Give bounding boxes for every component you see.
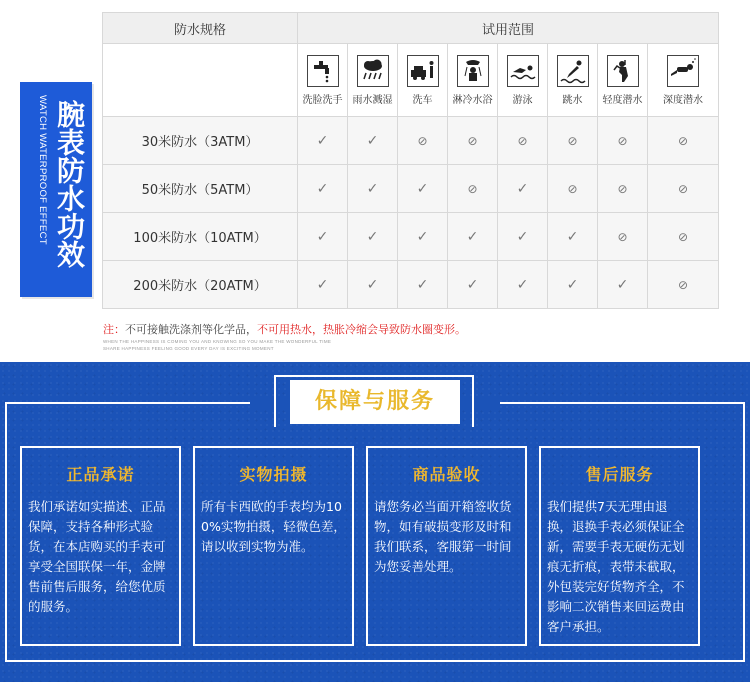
mark: ⊘ bbox=[617, 133, 628, 148]
mark: ✓ bbox=[366, 132, 379, 149]
mark: ✓ bbox=[316, 132, 329, 149]
tiny-caption bbox=[103, 338, 331, 352]
note-normal: 不可接触洗涤剂等化学品， bbox=[125, 323, 257, 336]
card-body: 我们承诺如实描述、正品保障，支持各种形式验货，在本店购买的手表可享受全国联保一年，金牌售前售后服务，给您优质的服务。 bbox=[28, 499, 166, 614]
mark: ⊘ bbox=[617, 229, 628, 244]
card-body: 我们提供7天无理由退换，退换手表必须保证全新，需要手表无硬伤无划痕无折痕，表带未截取，外包装完好货物齐全，不影响二次销售来回运费由客户承担。 bbox=[547, 499, 685, 634]
empty-cell bbox=[103, 44, 298, 117]
mark: ✓ bbox=[566, 276, 579, 293]
spec-cell: 100米防水（10ATM） bbox=[103, 213, 298, 261]
scenario-label: 轻度潜水 bbox=[602, 94, 643, 106]
card-title: 正品承诺 bbox=[66, 465, 135, 484]
mark: ✓ bbox=[516, 180, 529, 197]
scenario-cell bbox=[548, 44, 598, 117]
table-row bbox=[103, 213, 719, 261]
mark: ✓ bbox=[316, 180, 329, 197]
mark: ✓ bbox=[416, 180, 429, 197]
card-body: 所有卡西欧的手表均为100%实物拍摄，轻微色差，请以收到实物为准。 bbox=[201, 499, 346, 554]
service-section bbox=[0, 362, 750, 682]
scenario-cell bbox=[598, 44, 648, 117]
mark: ✓ bbox=[416, 276, 429, 293]
mark: ⊘ bbox=[567, 133, 578, 148]
note-prefix: 注： bbox=[103, 323, 125, 336]
mark: ✓ bbox=[366, 276, 379, 293]
table-row bbox=[103, 117, 719, 165]
scenario-cell bbox=[498, 44, 548, 117]
scenario-label: 雨水溅湿 bbox=[352, 94, 393, 106]
card-body: 请您务必当面开箱签收货物，如有破损变形及时和我们联系，客服第一时间为您妥善处理。 bbox=[374, 499, 512, 574]
mark: ⊘ bbox=[467, 181, 478, 196]
table-row bbox=[103, 165, 719, 213]
mark: ✓ bbox=[416, 228, 429, 245]
scenario-label: 游泳 bbox=[512, 94, 533, 106]
mark: ⊘ bbox=[617, 181, 628, 196]
rain-cloud-icon bbox=[357, 55, 389, 87]
mark: ⊘ bbox=[517, 133, 528, 148]
note-emphasis: 不可用热水，热胀冷缩会导致防水圈变形。 bbox=[257, 323, 466, 336]
mark: ✓ bbox=[516, 276, 529, 293]
side-label-en: WATCH WATERPROOF EFFECT bbox=[37, 95, 48, 245]
waterproof-table bbox=[102, 12, 719, 309]
swimmer-icon bbox=[507, 55, 539, 87]
header-scope: 试用范围 bbox=[298, 13, 719, 44]
table-header-row bbox=[103, 13, 719, 44]
mark: ⊘ bbox=[677, 229, 689, 244]
scenario-cell bbox=[398, 44, 448, 117]
snorkel-icon bbox=[607, 55, 639, 87]
card-genuine bbox=[20, 446, 181, 646]
service-title: 保障与服务 bbox=[314, 389, 435, 414]
faucet-icon bbox=[307, 55, 339, 87]
scenario-cell bbox=[648, 44, 719, 117]
card-title: 售后服务 bbox=[585, 465, 654, 484]
mark: ✓ bbox=[566, 228, 579, 245]
scenario-cell bbox=[348, 44, 398, 117]
scenario-cell bbox=[298, 44, 348, 117]
scenario-cell bbox=[448, 44, 498, 117]
mark: ⊘ bbox=[567, 181, 578, 196]
side-label-cn: 腕表防水功效 bbox=[53, 100, 86, 268]
mark: ✓ bbox=[616, 276, 629, 293]
scuba-icon bbox=[667, 55, 699, 87]
mark: ⊘ bbox=[677, 133, 689, 148]
mark: ⊘ bbox=[677, 277, 689, 292]
warning-note bbox=[103, 321, 466, 337]
mark: ✓ bbox=[366, 228, 379, 245]
mark: ⊘ bbox=[417, 133, 428, 148]
diver-jump-icon bbox=[557, 55, 589, 87]
spec-cell: 50米防水（5ATM） bbox=[103, 165, 298, 213]
car-wash-icon bbox=[407, 55, 439, 87]
title-box bbox=[290, 380, 460, 424]
tiny-line: SHARE HAPPINESS FEELING GOOD EVERY DAY IS EXCITING MOMENT bbox=[103, 346, 274, 351]
card-inspection bbox=[366, 446, 527, 646]
scenario-label: 洗脸洗手 bbox=[302, 94, 343, 106]
scenario-label: 跳水 bbox=[562, 94, 583, 106]
mark: ✓ bbox=[316, 276, 329, 293]
mark: ✓ bbox=[366, 180, 379, 197]
scenario-label: 洗车 bbox=[412, 94, 433, 106]
card-title: 实物拍摄 bbox=[239, 465, 308, 484]
mark: ⊘ bbox=[467, 133, 478, 148]
tiny-line: WHEN THE HAPPINESS IS COMING YOU AND KNOWING SO YOU MAKE THE WONDERFUL TIME bbox=[103, 339, 332, 344]
mark: ✓ bbox=[466, 228, 479, 245]
mark: ✓ bbox=[466, 276, 479, 293]
card-title: 商品验收 bbox=[412, 465, 481, 484]
card-real-photo bbox=[193, 446, 354, 646]
scenario-label: 深度潜水 bbox=[663, 94, 703, 106]
mark: ⊘ bbox=[677, 181, 689, 196]
mark: ✓ bbox=[516, 228, 529, 245]
mark: ✓ bbox=[316, 228, 329, 245]
shower-icon bbox=[457, 55, 489, 87]
table-row bbox=[103, 261, 719, 309]
scenario-row bbox=[103, 44, 719, 117]
card-after-sales bbox=[539, 446, 700, 646]
header-spec: 防水规格 bbox=[103, 13, 298, 44]
scenario-label: 淋冷水浴 bbox=[452, 94, 493, 106]
spec-cell: 200米防水（20ATM） bbox=[103, 261, 298, 309]
spec-cell: 30米防水（3ATM） bbox=[103, 117, 298, 165]
